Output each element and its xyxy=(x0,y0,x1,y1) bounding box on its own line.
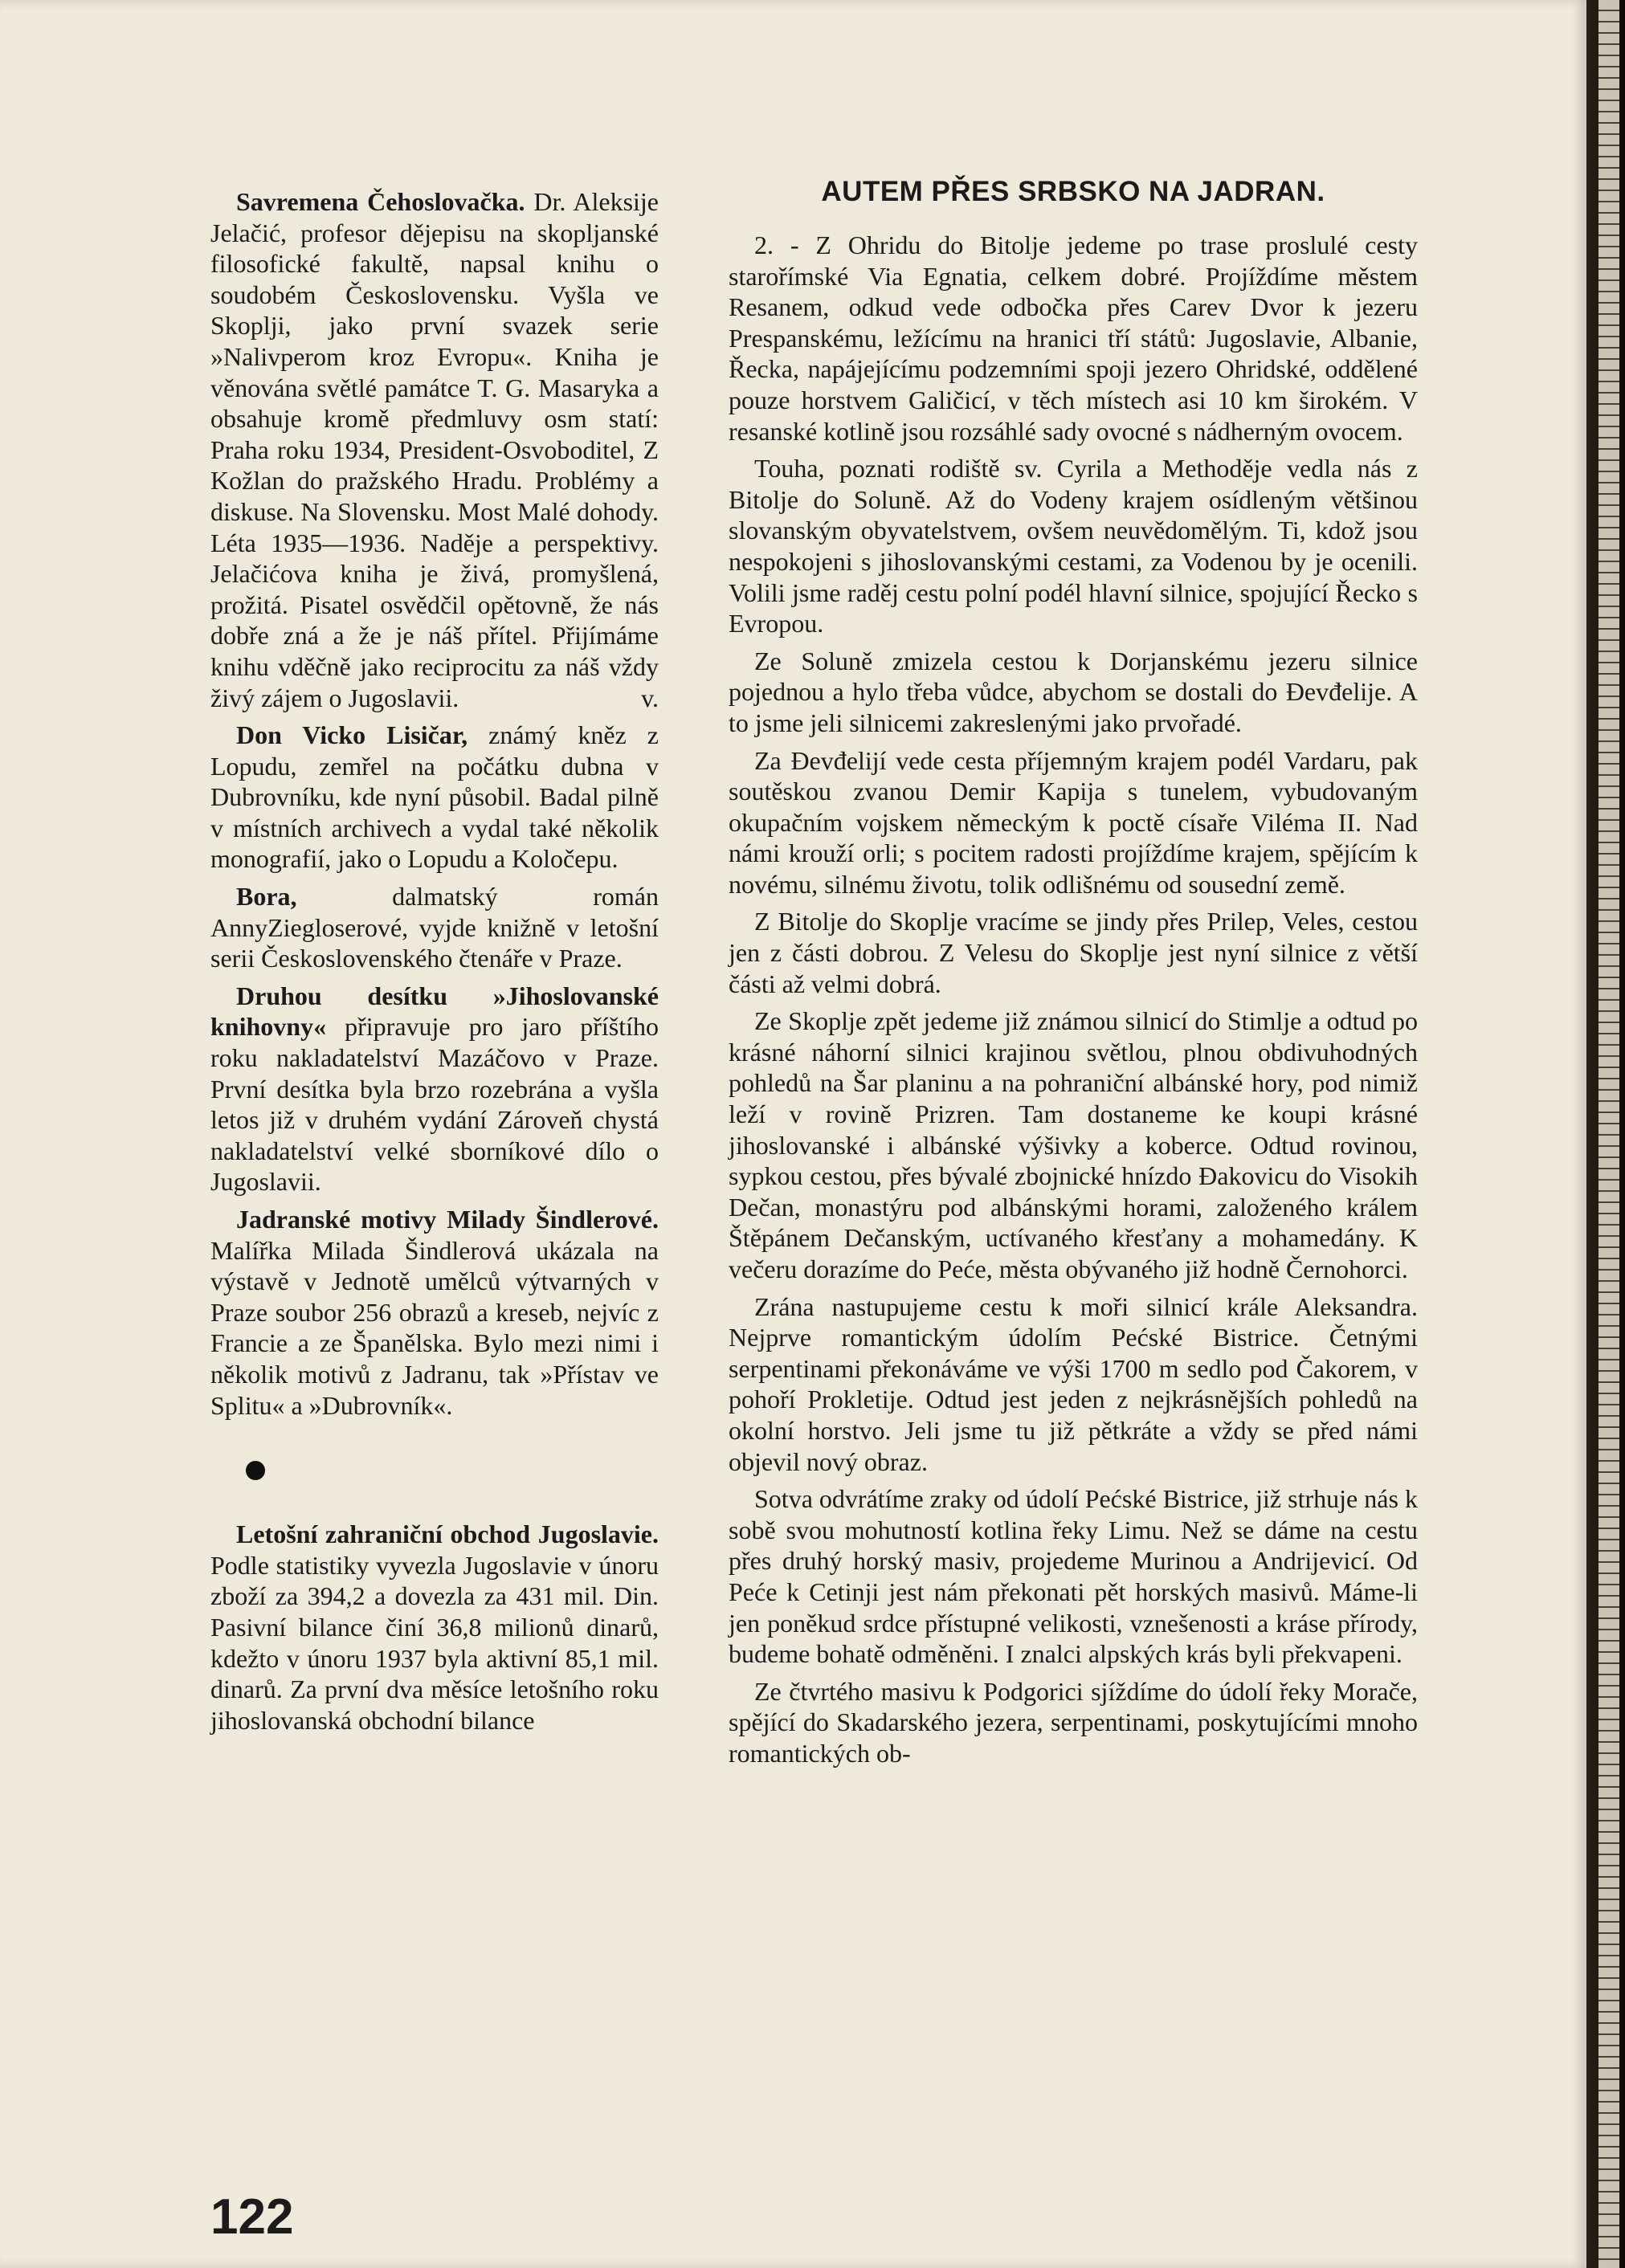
right-column-article xyxy=(729,175,1418,1769)
news-item-text: dalmatský román AnnyZiegloserové, vyjde knižně v letošní serii Československého čtenáře v Praze. xyxy=(210,882,659,973)
news-item-text: připravuje pro jaro příštího roku nakladatelství Mazáčovo v Praze. První desítka byla brzo rozebrána a vyšla letos již v druhém vydání Zároveň chystá nakladatelství velké sborníkové dílo o Jugoslavii. xyxy=(210,1012,659,1197)
news-item-savremena xyxy=(210,186,659,713)
article-paragraph: Sotva odvrátíme zraky od údolí Pećské Bistrice, již strhuje nás k sobě svou mohutností kotlina řeky Limu. Než se dáme na cestu přes druhý horský masiv, projedeme Murinou a Andrijevicí. Od Peće k Cetinji jest nám překonati pět horských masivů. Máme-li jen poněkud srdce přístupné velikosti, vznešenosti a kráse přírody, budeme bohatě odměněni. I znalci alpských krás byli překvapeni. xyxy=(729,1484,1418,1669)
news-item-lead: Don Vicko Lisičar, xyxy=(236,720,468,750)
article-paragraph: 2. - Z Ohridu do Bitolje jedeme po trase proslulé cesty starořímské Via Egnatia, celkem dobré. Projíždíme městem Resanem, odkud vede odbočka přes Carev Dvor k jezeru Prespanskému, ležícímu na hranici tří států: Jugoslavie, Albanie, Řecka, napájejícímu podzemními spoji jezero Ohridské, oddělené pouze horstvem Galičicí, v těch místech asi 10 km širokém. V resanské kotlině jsou rozsáhlé sady ovocné s nádherným ovocem. xyxy=(729,230,1418,446)
article-paragraph: Zrána nastupujeme cestu k moři silnicí krále Aleksandra. Nejprve romantickým údolím Pećské Bistrice. Četnými serpentinami překonáváme ve výši 1700 m sedlo pod Čakorem, v pohoří Prokletije. Odtud jest jeden z nejkrásnějších pohledů na okolní horstvo. Jeli jsme tu již pětkráte a vždy se před námi objevil nový obraz. xyxy=(729,1291,1418,1476)
article-paragraph: Z Bitolje do Skoplje vracíme se jindy přes Prilep, Veles, cestou jen z části dobrou. Z Velesu do Skoplje jest nyní silnice z větší části až velmi dobrá. xyxy=(729,907,1418,998)
news-item-text: Dr. Aleksije Jelačić, profesor dějepisu na skopljanské filosofické fakultě, napsal knihu o soudobém Československu. Vyšla ve Skoplji, jako první svazek serie »Nalivperom kroz Evropu«. Kniha je věnována světlé památce T. G. Masaryka a obsahuje kromě předmluvy osm statí: Praha roku 1934, President-Osvoboditel, Z Kožlan do pražského Hradu. Problémy a diskuse. Na Slovensku. Most Malé dohody. Léta 1935—1936. Naděje a perspektivy. Jelačićova kniha je živá, promyšlená, prožitá. Pisatel osvědčil opětovně, že nás dobře zná a že je náš přítel. Přijímáme knihu vděčně jako reciprocitu za náš vždy živý zájem o Jugoslavii. xyxy=(210,187,659,712)
news-item-lead: Savremena Čehoslovačka. xyxy=(236,187,525,216)
news-item-lead: Letošní zahraniční obchod Jugoslavie. xyxy=(236,1519,659,1549)
article-paragraph: Za Đevđelijí vede cesta příjemným krajem podél Vardaru, pak soutěskou zvanou Demir Kapija s tunelem, vybudovaným okupačním vojskem německým k poctě císaře Viléma II. Nad námi krouží orli; s pocitem radosti projíždíme krajem, spějícím k novému, silnému životu, tolik odlišnému od sousední země. xyxy=(729,745,1418,899)
bullet-separator-icon xyxy=(246,1461,265,1480)
news-item-signature: v. xyxy=(641,683,659,712)
article-paragraph: Ze Skoplje zpět jedeme již známou silnicí do Stimlje a odtud po krásné náhorní silnici krajinou světlou, plnou obdivuhodných pohledů na Šar planinu a na pohraniční albánské hory, pod nimiž leží v rovině Prizren. Tam dostaneme ke koupi krásné jihoslovanské i albánské výšivky a koberce. Odtud rovinou, sypkou cestou, přes bývalé zbojnické hnízdo Đakovicu do Visokih Dečan, monastýru pod albánskými horami, založeného králem Štěpánem Dečanským, uctívaného křesťany a mohamedány. K večeru dorazíme do Peće, města obývaného již hodně Černohorci. xyxy=(729,1006,1418,1283)
news-item-lisicar xyxy=(210,720,659,875)
article-title: AUTEM PŘES SRBSKO NA JADRAN. xyxy=(821,176,1325,207)
news-item-lead: Bora, xyxy=(236,882,297,912)
news-item-text: známý kněz z Lopudu, zemřel na počátku dubna v Dubrovníku, kde nyní působil. Badal pilně v místních archivech a vydal také několik monografií, jako o Lopudu a Koločepu. xyxy=(210,720,659,874)
news-item-sindlerova xyxy=(210,1204,659,1421)
news-item-text: Podle statistiky vyvezla Jugoslavie v únoru zboží za 394,2 a dovezla za 431 mil. Din. Pasivní bilance činí 36,8 milionů dinarů, kdežto v únoru 1937 byla aktivní 85,1 mil. dinarů. Za první dva měsíce letošního roku jihoslovanská obchodní bilance xyxy=(210,1550,659,1735)
article-paragraph: Ze čtvrtého masivu k Podgorici sjíždíme do údolí řeky Morače, spějící do Skadarského jezera, serpentinami, poskytujícími mnoho romantických ob- xyxy=(729,1676,1418,1768)
news-item-text: Malířka Milada Šindlerová ukázala na výstavě v Jednotě umělců výtvarných v Praze soubor 256 obrazů a kreseb, nejvíc z Francie a ze Španělska. Bylo mezi nimi i několik motivů z Jadranu, tak »Přístav ve Splitu« a »Dubrovník«. xyxy=(210,1235,659,1420)
article-paragraph: Ze Soluně zmizela cestou k Dorjanskému jezeru silnice pojednou a hylo třeba vůdce, abychom se dostali do Đevđelije. A to jsme jeli silnicemi zakreslenými jako prvořadé. xyxy=(729,646,1418,737)
article-paragraph: Touha, poznati rodiště sv. Cyrila a Methoděje vedla nás z Bitolje do Soluně. Až do Vodeny krajem osídleným většinou slovanským obyvatelstvem, ovšem neuvědomělým. Ti, kdož jsou nespokojeni s jihoslovanskými cestami, za Vodenou by je ocenili. Volili jsme raděj cestu polní podél hlavní silnice, spojující Řecko s Evropou. xyxy=(729,454,1418,638)
page-number: 122 xyxy=(210,2189,294,2245)
news-item-lead: Druhou desítku »Jihoslovanské knihovny« xyxy=(210,981,659,1042)
news-item-obchod xyxy=(210,1519,659,1736)
news-item-bora xyxy=(210,881,659,974)
binding-edge-strip xyxy=(1598,0,1619,2268)
news-item-lead: Jadranské motivy Milady Šindlerové. xyxy=(236,1205,659,1234)
left-column-news xyxy=(210,186,659,1736)
news-item-knihovna xyxy=(210,981,659,1197)
